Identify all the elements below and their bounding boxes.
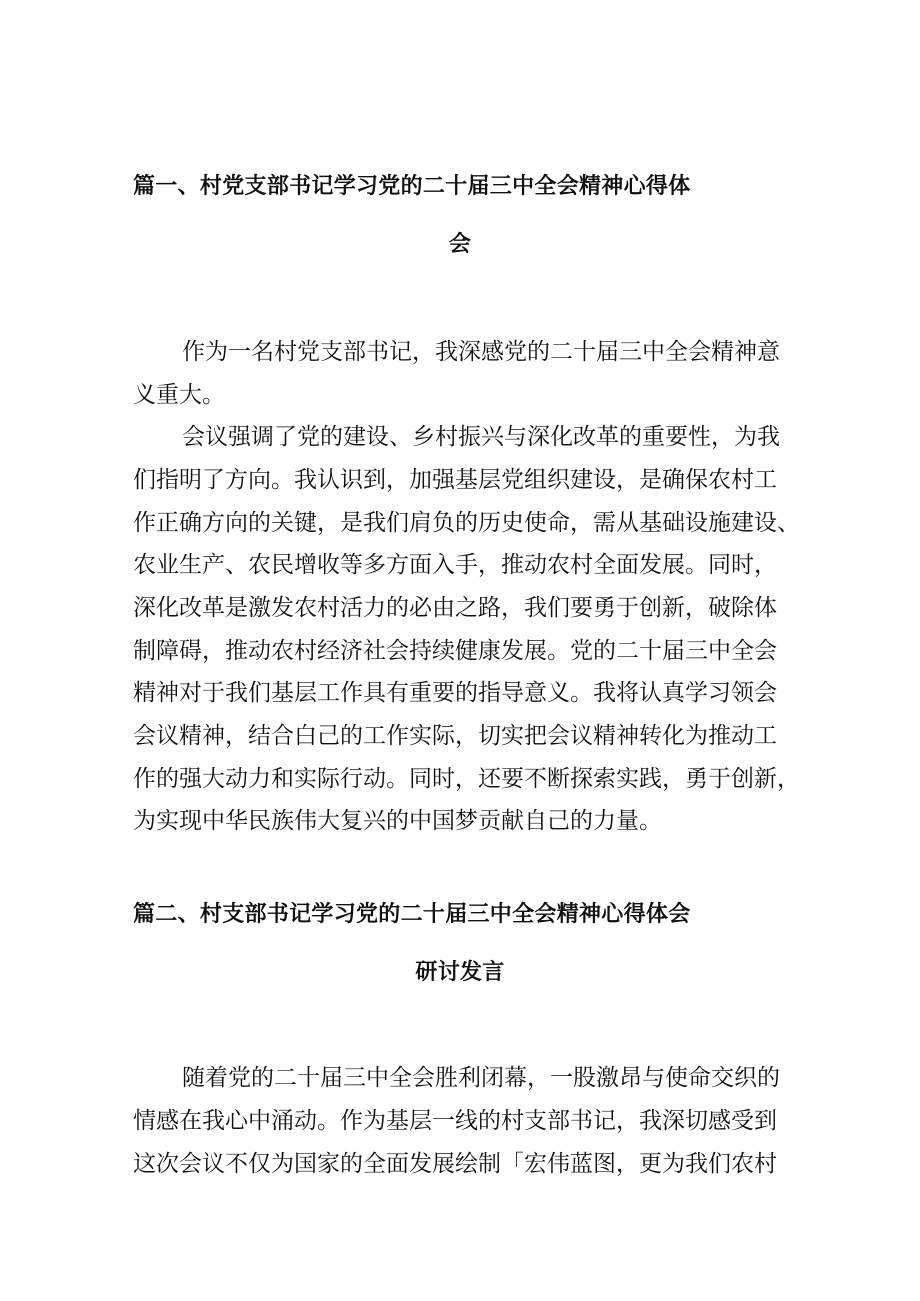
section-1-title-line-2: 会 (448, 232, 472, 257)
section-2-title-line-1: 篇二、村支部书记学习党的二十届三中全会精神心得体会 (133, 902, 691, 927)
section-2-paragraph-1-line: 情感在我心中涌动。作为基层一线的村支部书记，我深切感受到 (133, 1108, 777, 1134)
section-1-paragraph-2-line: 们指明了方向。我认识到，加强基层党组织建设，是确保农村工 (133, 467, 777, 493)
section-1-paragraph-1-line: 义重大。 (133, 382, 225, 408)
section-1-paragraph-1-line: 作为一名村党支部书记，我深感党的二十届三中全会精神意 (182, 339, 780, 365)
section-1-paragraph-2-line: 深化改革是激发农村活力的必由之路，我们要勇于创新，破除体 (133, 595, 777, 621)
section-1-paragraph-2-line: 会议强调了党的建设、乡村振兴与深化改革的重要性，为我 (182, 424, 780, 450)
section-1-paragraph-2-line: 会议精神，结合白己的工作实际，切实把会议精神转化为推动工 (133, 723, 777, 749)
section-1-paragraph-2-line: 农业生产、农民增收等多方面入手，推动农村全面发展。同时， (133, 552, 777, 578)
section-1-title-line-1: 篇一、村党支部书记学习党的二十届三中全会精神心得体 (133, 174, 691, 199)
section-1-paragraph-2-line: 制障碍，推动农村经济社会持续健康发展。党的二十届三中全会 (133, 638, 777, 664)
section-1-paragraph-2-line: 作正确方向的关键，是我们肩负的历史使命，需从基础设施建设、 (133, 510, 800, 536)
section-1-paragraph-2-line: 精神对于我们基层工作具有重要的指导意义。我将认真学习领会 (133, 680, 777, 706)
section-2-paragraph-1-line: 这次会议不仅为国家的全面发展绘制「宏伟蓝图，更为我们农村 (133, 1151, 777, 1177)
section-2-paragraph-1-line: 随着党的二十届三中全会胜利闭幕，一股激昂与使命交织的 (182, 1065, 780, 1091)
section-1-paragraph-2-line: 作的强大动力和实际行动。同时，还要不断探索实践，勇于创新， (133, 766, 800, 792)
section-1-paragraph-2-line: 为实现中华民族伟大复兴的中国梦贡献自己的力量。 (133, 808, 662, 834)
section-2-title-line-2: 研讨发言 (415, 960, 505, 985)
